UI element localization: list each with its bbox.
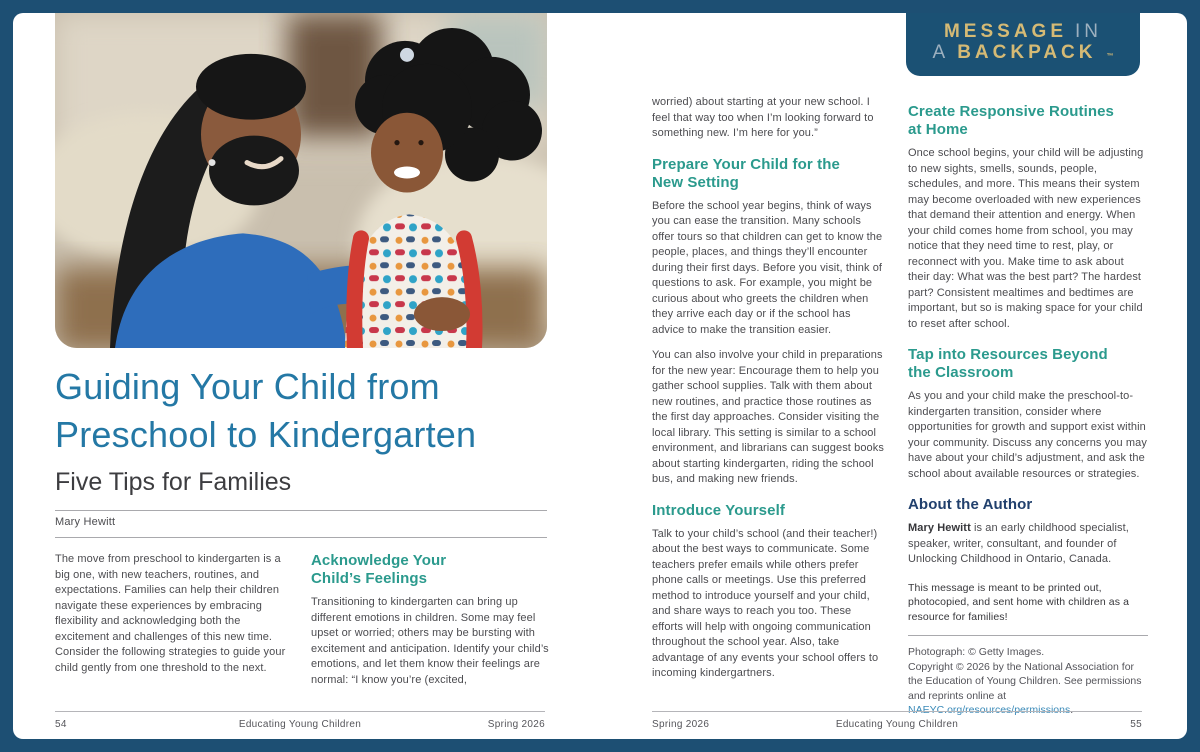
- heading-line: New Setting: [652, 173, 739, 191]
- routines-paragraph: Once school begins, your child will be adjusting to new sights, smells, sounds, people, schedules, and more. This means their system may become overloaded with new experiences that demand their attention and energy. When your child comes home from school, you may notice that they need time to rest, play, or reconnect with you. Make time to ask about their day: What was the best part? The hardest part? Consistent mealtimes and bedtimes are important, but so is making space for your child to reset after school.: [908, 147, 1144, 330]
- byline-author: Mary Hewitt: [55, 516, 116, 528]
- left-footer-issue: Spring 2026: [487, 719, 545, 730]
- right-footer-journal: Educating Young Children: [835, 719, 959, 730]
- continuation-paragraph: worried) about starting at your new school. I feel that way too when I’m looking forward to something new. I’m here for you.”: [652, 96, 874, 139]
- heading-line: the Classroom: [908, 364, 1014, 381]
- father-daughter-photo-illustration: [55, 13, 547, 348]
- article-title-line1: Guiding Your Child from: [55, 366, 440, 407]
- heading-line: Tap into Resources Beyond: [908, 346, 1108, 363]
- heading-line: Prepare Your Child for the: [652, 155, 840, 173]
- section-heading-acknowledge: [311, 552, 551, 588]
- article-title: [55, 363, 575, 459]
- introduce-paragraph: Talk to your child’s school (and their teacher!) about the best ways to communicate. Some teachers prefer emails while others prefer phone calls or meetings. Use this preferred method to introduce yourself and your child, and share ways to reach you too. These efforts will help with ongoing communication throughout the school year. Also, take advantage of any events your school offers to incoming kindergartners.: [652, 527, 879, 679]
- message-in-a-backpack-badge: [906, 13, 1140, 76]
- prepare-paragraph-1: Before the school year begins, think of ways you can ease the transition. Many schools offer tours so that children can get to know the people, places, and things they’ll encounter during their first days. Before you visit, think of questions to ask. For example, you might be curious about who greets the children when they arrive each day or if the school has advice to make the transition easier.: [652, 199, 883, 336]
- heading-line: Acknowledge Your: [311, 552, 447, 569]
- badge-word-in: IN: [1075, 21, 1103, 42]
- section-heading-resources: [908, 346, 1148, 382]
- right-page-column-2: [908, 103, 1148, 718]
- heading-line: Create Responsive Routines: [908, 103, 1114, 120]
- article-subtitle: Five Tips for Families: [55, 468, 292, 496]
- byline-rule-bottom: [55, 537, 547, 538]
- article-title-line2: Preschool to Kindergarten: [55, 414, 477, 455]
- about-author-paragraph: [908, 521, 1148, 568]
- badge-word-a: A: [932, 42, 950, 63]
- magazine-spread: [13, 13, 1187, 739]
- byline-rule-top: [55, 510, 547, 511]
- acknowledge-paragraph: Transitioning to kindergarten can bring up different emotions in children. Some may feel upset or worried; others may be bursting with excitement and anticipation. Identify your child’s emotions, and let them know their feelings are normal: “I know you’re (excited,: [311, 596, 549, 686]
- heading-line: About the Author: [908, 496, 1033, 513]
- left-page-columns: [55, 552, 551, 698]
- section-heading-introduce: [652, 502, 884, 520]
- right-page-column-1: [652, 95, 884, 692]
- left-page-footer: [55, 711, 545, 730]
- heading-line: at Home: [908, 121, 968, 138]
- about-author-heading: [908, 496, 1148, 514]
- right-page-number: 55: [1130, 719, 1142, 730]
- badge-word-message: MESSAGE: [943, 21, 1068, 42]
- badge-word-backpack: BACKPACK: [957, 42, 1097, 63]
- left-page-number: 54: [55, 719, 67, 730]
- permissions-link[interactable]: NAEYC.org/resources/permissions: [908, 704, 1071, 716]
- left-column-1: [55, 552, 295, 698]
- about-author-text: is an early childhood specialist, speaker, writer, consultant, and founder of Unlocking Childhood in Ontario, Canada.: [908, 522, 1129, 565]
- intro-paragraph: The move from preschool to kindergarten is a big one, with new teachers, routines, and expectations. Families can help their children navigate these experiences by embracing flexibility and acknowledging both the excitement and challenges of this new time. Consider the following strategies to guide your child gently from one threshold to the next.: [55, 553, 286, 674]
- right-footer-issue: Spring 2026: [652, 719, 710, 730]
- article-photo: [55, 13, 547, 348]
- author-name-bold: Mary Hewitt: [908, 522, 971, 534]
- photo-credit: Photograph: © Getty Images.: [908, 646, 1045, 658]
- badge-line2: [933, 43, 1114, 67]
- left-footer-journal: Educating Young Children: [238, 719, 362, 730]
- trademark-symbol: ™: [1106, 53, 1114, 60]
- copyright-period: .: [1070, 704, 1074, 716]
- section-heading-prepare: [652, 156, 884, 192]
- credits-divider: [908, 635, 1148, 636]
- left-column-2: [311, 552, 551, 698]
- resources-paragraph: As you and your child make the preschool-to-kindergarten transition, consider where opportunities for growth and support exist within your community. Discuss any concerns you may have about your child’s adjustment, and ask the school about available resources or strategies.: [908, 390, 1147, 480]
- badge-line1: [944, 22, 1102, 42]
- copyright-notice: [908, 660, 1148, 718]
- prepare-paragraph-2: You can also involve your child in preparations for the new year: Encourage them to help you gather school supplies. Talk with them about new routines, and practice those routines as the first day approaches. Consider visiting the local library. This setting is similar to a school environment, and librarians can suggest books about starting kindergarten, riding the school bus, and making new friends.: [652, 349, 884, 485]
- section-heading-routines: [908, 103, 1148, 139]
- heading-line: Child’s Feelings: [311, 570, 428, 587]
- heading-line: Introduce Yourself: [652, 501, 785, 519]
- family-resource-note: This message is meant to be printed out, photocopied, and sent home with children as a resource for families!: [908, 581, 1130, 623]
- right-page-footer: [652, 711, 1142, 730]
- copyright-text: Copyright © 2026 by the National Association for the Education of Young Children. See permissions and reprints online at: [908, 660, 1142, 702]
